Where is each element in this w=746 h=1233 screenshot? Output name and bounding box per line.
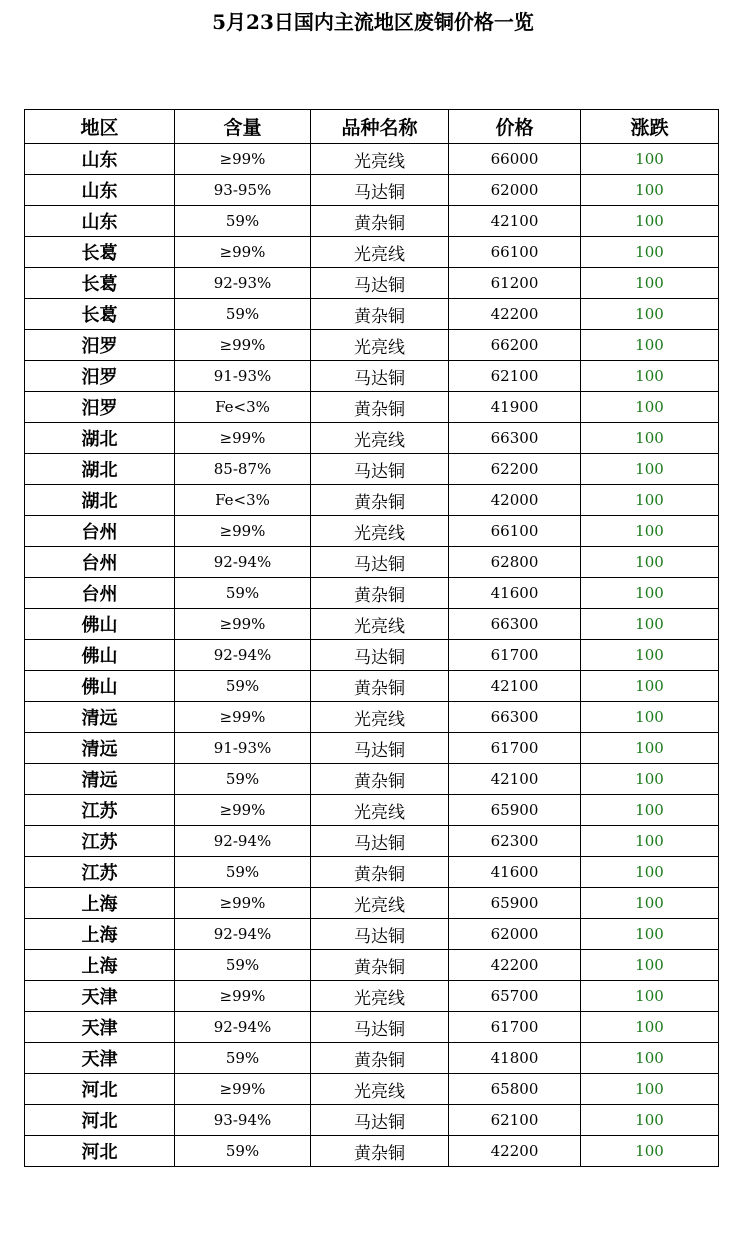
cell-variety: 黄杂铜 xyxy=(311,671,449,702)
cell-content: 59% xyxy=(175,671,311,702)
cell-variety: 光亮线 xyxy=(311,888,449,919)
cell-region: 汨罗 xyxy=(25,361,175,392)
cell-variety: 马达铜 xyxy=(311,826,449,857)
cell-variety: 黄杂铜 xyxy=(311,485,449,516)
cell-change: 100 xyxy=(581,578,719,609)
cell-region: 山东 xyxy=(25,144,175,175)
cell-content: ≥99% xyxy=(175,237,311,268)
table-row xyxy=(25,764,719,795)
cell-price: 42000 xyxy=(449,485,581,516)
cell-price: 62800 xyxy=(449,547,581,578)
cell-content: Fe<3% xyxy=(175,392,311,423)
table-row xyxy=(25,702,719,733)
cell-content: 59% xyxy=(175,206,311,237)
table-row xyxy=(25,981,719,1012)
cell-price: 42100 xyxy=(449,764,581,795)
cell-variety: 黄杂铜 xyxy=(311,392,449,423)
table-row xyxy=(25,950,719,981)
table-row xyxy=(25,795,719,826)
cell-price: 62000 xyxy=(449,175,581,206)
header-region: 地区 xyxy=(25,110,175,144)
cell-price: 66300 xyxy=(449,609,581,640)
cell-change: 100 xyxy=(581,547,719,578)
cell-content: ≥99% xyxy=(175,423,311,454)
cell-price: 65900 xyxy=(449,888,581,919)
cell-variety: 马达铜 xyxy=(311,454,449,485)
cell-variety: 光亮线 xyxy=(311,981,449,1012)
table-row xyxy=(25,237,719,268)
cell-price: 61700 xyxy=(449,733,581,764)
cell-change: 100 xyxy=(581,888,719,919)
cell-price: 65700 xyxy=(449,981,581,1012)
table-row xyxy=(25,206,719,237)
table-row xyxy=(25,733,719,764)
cell-variety: 马达铜 xyxy=(311,640,449,671)
cell-content: Fe<3% xyxy=(175,485,311,516)
cell-price: 65800 xyxy=(449,1074,581,1105)
cell-content: 92-94% xyxy=(175,547,311,578)
cell-content: 59% xyxy=(175,950,311,981)
table-body xyxy=(25,144,719,1167)
page-title: 5月23日国内主流地区废铜价格一览 xyxy=(212,10,534,34)
cell-variety: 黄杂铜 xyxy=(311,299,449,330)
cell-change: 100 xyxy=(581,671,719,702)
cell-content: 92-94% xyxy=(175,1012,311,1043)
cell-price: 62300 xyxy=(449,826,581,857)
cell-region: 长葛 xyxy=(25,299,175,330)
table-row xyxy=(25,392,719,423)
table-row xyxy=(25,609,719,640)
cell-region: 台州 xyxy=(25,578,175,609)
cell-change: 100 xyxy=(581,1136,719,1167)
cell-change: 100 xyxy=(581,1012,719,1043)
cell-price: 66200 xyxy=(449,330,581,361)
header-change: 涨跌 xyxy=(581,110,719,144)
cell-region: 汨罗 xyxy=(25,392,175,423)
cell-region: 台州 xyxy=(25,516,175,547)
cell-price: 61700 xyxy=(449,1012,581,1043)
cell-variety: 光亮线 xyxy=(311,516,449,547)
cell-content: 92-94% xyxy=(175,640,311,671)
cell-variety: 黄杂铜 xyxy=(311,1136,449,1167)
cell-content: 59% xyxy=(175,1136,311,1167)
table-row xyxy=(25,144,719,175)
cell-region: 上海 xyxy=(25,888,175,919)
cell-variety: 马达铜 xyxy=(311,268,449,299)
table-row xyxy=(25,857,719,888)
cell-change: 100 xyxy=(581,361,719,392)
cell-change: 100 xyxy=(581,144,719,175)
table-row xyxy=(25,516,719,547)
cell-variety: 光亮线 xyxy=(311,237,449,268)
cell-variety: 黄杂铜 xyxy=(311,950,449,981)
cell-variety: 黄杂铜 xyxy=(311,206,449,237)
table-row xyxy=(25,175,719,206)
cell-content: 59% xyxy=(175,578,311,609)
table-row xyxy=(25,299,719,330)
price-table xyxy=(24,109,719,1167)
table-row xyxy=(25,1043,719,1074)
cell-price: 62200 xyxy=(449,454,581,485)
cell-price: 42100 xyxy=(449,671,581,702)
cell-change: 100 xyxy=(581,981,719,1012)
cell-change: 100 xyxy=(581,1074,719,1105)
cell-region: 天津 xyxy=(25,1012,175,1043)
cell-region: 台州 xyxy=(25,547,175,578)
cell-change: 100 xyxy=(581,206,719,237)
cell-content: 59% xyxy=(175,764,311,795)
cell-region: 上海 xyxy=(25,950,175,981)
cell-price: 42200 xyxy=(449,1136,581,1167)
cell-price: 66300 xyxy=(449,423,581,454)
cell-change: 100 xyxy=(581,330,719,361)
cell-content: 93-95% xyxy=(175,175,311,206)
cell-variety: 光亮线 xyxy=(311,423,449,454)
cell-region: 山东 xyxy=(25,206,175,237)
cell-price: 66000 xyxy=(449,144,581,175)
cell-change: 100 xyxy=(581,764,719,795)
table-row xyxy=(25,423,719,454)
cell-content: 92-93% xyxy=(175,268,311,299)
table-row xyxy=(25,268,719,299)
cell-variety: 黄杂铜 xyxy=(311,857,449,888)
table-row xyxy=(25,485,719,516)
cell-region: 天津 xyxy=(25,1043,175,1074)
cell-variety: 黄杂铜 xyxy=(311,1043,449,1074)
table-row xyxy=(25,640,719,671)
cell-content: 59% xyxy=(175,299,311,330)
table-row xyxy=(25,578,719,609)
table-row xyxy=(25,1136,719,1167)
cell-variety: 黄杂铜 xyxy=(311,578,449,609)
cell-change: 100 xyxy=(581,640,719,671)
cell-price: 42200 xyxy=(449,299,581,330)
cell-content: 92-94% xyxy=(175,826,311,857)
cell-variety: 马达铜 xyxy=(311,175,449,206)
cell-region: 长葛 xyxy=(25,237,175,268)
cell-change: 100 xyxy=(581,1043,719,1074)
cell-variety: 马达铜 xyxy=(311,733,449,764)
cell-price: 41900 xyxy=(449,392,581,423)
cell-price: 41600 xyxy=(449,857,581,888)
cell-variety: 光亮线 xyxy=(311,1074,449,1105)
cell-region: 汨罗 xyxy=(25,330,175,361)
cell-region: 清远 xyxy=(25,702,175,733)
cell-region: 河北 xyxy=(25,1074,175,1105)
cell-price: 41600 xyxy=(449,578,581,609)
cell-variety: 光亮线 xyxy=(311,702,449,733)
cell-region: 湖北 xyxy=(25,454,175,485)
cell-region: 天津 xyxy=(25,981,175,1012)
cell-change: 100 xyxy=(581,950,719,981)
cell-variety: 马达铜 xyxy=(311,1012,449,1043)
cell-change: 100 xyxy=(581,299,719,330)
cell-region: 长葛 xyxy=(25,268,175,299)
table-row xyxy=(25,1105,719,1136)
cell-region: 山东 xyxy=(25,175,175,206)
cell-change: 100 xyxy=(581,175,719,206)
header-price: 价格 xyxy=(449,110,581,144)
cell-region: 湖北 xyxy=(25,485,175,516)
cell-content: ≥99% xyxy=(175,330,311,361)
cell-region: 江苏 xyxy=(25,795,175,826)
cell-content: 91-93% xyxy=(175,361,311,392)
cell-change: 100 xyxy=(581,516,719,547)
header-row xyxy=(25,110,719,144)
cell-region: 清远 xyxy=(25,764,175,795)
cell-variety: 光亮线 xyxy=(311,609,449,640)
cell-region: 河北 xyxy=(25,1136,175,1167)
header-content: 含量 xyxy=(175,110,311,144)
cell-variety: 黄杂铜 xyxy=(311,764,449,795)
cell-price: 65900 xyxy=(449,795,581,826)
table-row xyxy=(25,547,719,578)
table-row xyxy=(25,361,719,392)
cell-change: 100 xyxy=(581,826,719,857)
cell-content: ≥99% xyxy=(175,795,311,826)
cell-content: ≥99% xyxy=(175,609,311,640)
table-header xyxy=(25,110,719,144)
cell-content: ≥99% xyxy=(175,702,311,733)
cell-price: 61200 xyxy=(449,268,581,299)
cell-content: ≥99% xyxy=(175,981,311,1012)
cell-region: 清远 xyxy=(25,733,175,764)
table-row xyxy=(25,330,719,361)
cell-region: 佛山 xyxy=(25,671,175,702)
cell-content: 91-93% xyxy=(175,733,311,764)
cell-variety: 光亮线 xyxy=(311,144,449,175)
table-row xyxy=(25,454,719,485)
cell-change: 100 xyxy=(581,1105,719,1136)
cell-region: 上海 xyxy=(25,919,175,950)
cell-change: 100 xyxy=(581,702,719,733)
cell-content: ≥99% xyxy=(175,1074,311,1105)
cell-variety: 马达铜 xyxy=(311,1105,449,1136)
cell-region: 湖北 xyxy=(25,423,175,454)
cell-variety: 光亮线 xyxy=(311,330,449,361)
cell-change: 100 xyxy=(581,392,719,423)
cell-content: ≥99% xyxy=(175,516,311,547)
cell-price: 66300 xyxy=(449,702,581,733)
cell-variety: 马达铜 xyxy=(311,919,449,950)
cell-change: 100 xyxy=(581,268,719,299)
header-variety: 品种名称 xyxy=(311,110,449,144)
cell-change: 100 xyxy=(581,454,719,485)
cell-change: 100 xyxy=(581,733,719,764)
cell-price: 62100 xyxy=(449,1105,581,1136)
table-row xyxy=(25,1012,719,1043)
cell-variety: 光亮线 xyxy=(311,795,449,826)
cell-price: 42200 xyxy=(449,950,581,981)
cell-price: 61700 xyxy=(449,640,581,671)
cell-content: ≥99% xyxy=(175,144,311,175)
cell-change: 100 xyxy=(581,423,719,454)
cell-variety: 马达铜 xyxy=(311,547,449,578)
table-row xyxy=(25,1074,719,1105)
cell-price: 42100 xyxy=(449,206,581,237)
cell-region: 佛山 xyxy=(25,640,175,671)
cell-price: 62100 xyxy=(449,361,581,392)
cell-region: 江苏 xyxy=(25,857,175,888)
cell-content: 59% xyxy=(175,1043,311,1074)
cell-change: 100 xyxy=(581,237,719,268)
cell-region: 江苏 xyxy=(25,826,175,857)
cell-change: 100 xyxy=(581,795,719,826)
cell-content: 93-94% xyxy=(175,1105,311,1136)
cell-region: 河北 xyxy=(25,1105,175,1136)
cell-price: 62000 xyxy=(449,919,581,950)
cell-change: 100 xyxy=(581,857,719,888)
table-row xyxy=(25,826,719,857)
cell-price: 66100 xyxy=(449,516,581,547)
cell-variety: 马达铜 xyxy=(311,361,449,392)
cell-price: 41800 xyxy=(449,1043,581,1074)
table-row xyxy=(25,888,719,919)
table-row xyxy=(25,919,719,950)
cell-change: 100 xyxy=(581,919,719,950)
cell-region: 佛山 xyxy=(25,609,175,640)
cell-change: 100 xyxy=(581,485,719,516)
cell-content: ≥99% xyxy=(175,888,311,919)
table-row xyxy=(25,671,719,702)
cell-content: 92-94% xyxy=(175,919,311,950)
cell-change: 100 xyxy=(581,609,719,640)
cell-content: 85-87% xyxy=(175,454,311,485)
cell-content: 59% xyxy=(175,857,311,888)
cell-price: 66100 xyxy=(449,237,581,268)
